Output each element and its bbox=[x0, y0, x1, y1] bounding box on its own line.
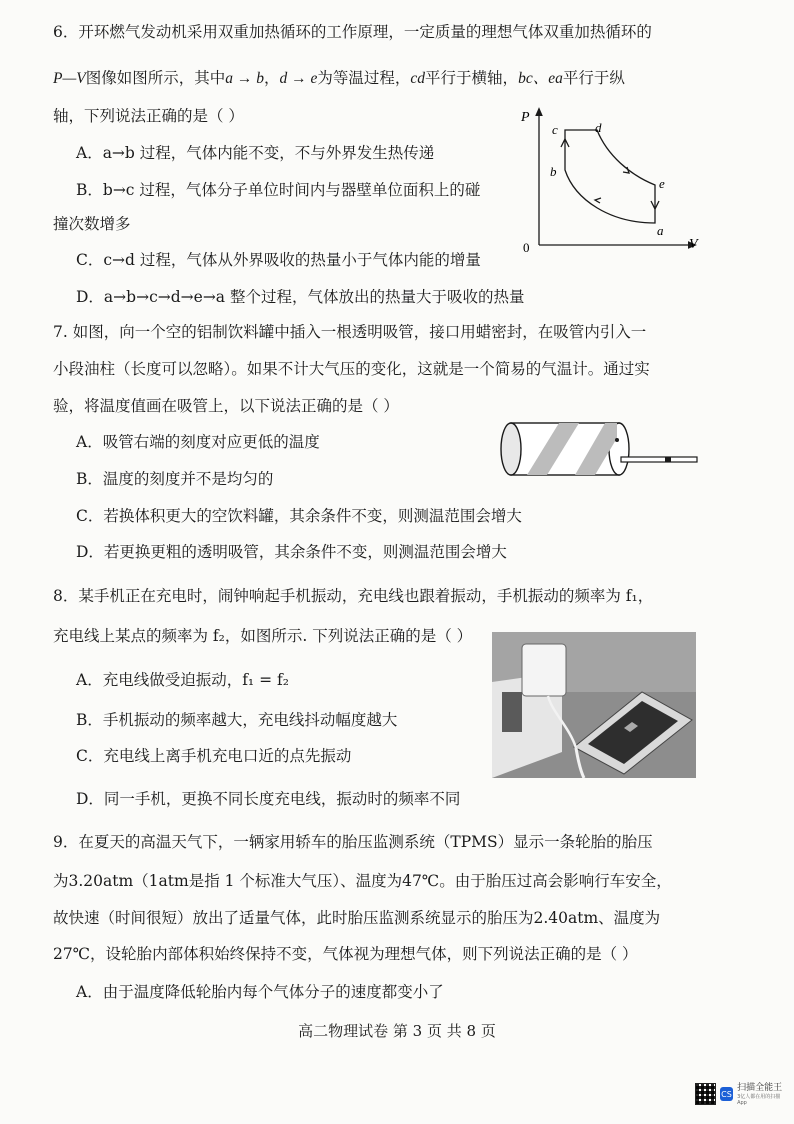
q8-option-a: A．充电线做受迫振动，f₁ = f₂ bbox=[76, 671, 289, 689]
q6-option-d: D．a→b→c→d→e→a 整个过程，气体放出的热量大于吸收的热量 bbox=[76, 288, 525, 306]
point-e-label: e bbox=[659, 176, 665, 191]
phone-charging-photo bbox=[492, 632, 696, 778]
scanner-badge bbox=[695, 1082, 787, 1106]
arrow-ab bbox=[595, 198, 601, 203]
q6-stem-line1: 6．开环燃气发动机采用双重加热循环的工作原理，一定质量的理想气体双重加热循环的 bbox=[53, 23, 652, 41]
q7-option-d: D．若更换更粗的透明吸管，其余条件不变，则测温范围会增大 bbox=[76, 543, 507, 561]
origin-label: 0 bbox=[523, 240, 530, 255]
q8-stem-line2: 充电线上某点的频率为 f₂，如图所示. 下列说法正确的是（ ） bbox=[53, 627, 473, 645]
q7-stem-line1: 7. 如图，向一个空的铝制饮料罐中插入一根透明吸管，接口用蜡密封，在吸管内引入一 bbox=[53, 323, 647, 341]
p-axis-label: P bbox=[521, 110, 530, 125]
pv-cycle-graph bbox=[515, 105, 705, 260]
point-c-label: c bbox=[552, 122, 558, 137]
q6-stem-line2: P—V图像如图所示，其中a → b，d → e为等温过程，cd平行于横轴，bc、ea平行于纵 bbox=[53, 69, 625, 87]
q7-option-b: B．温度的刻度并不是均匀的 bbox=[76, 470, 274, 488]
q8-option-d: D．同一手机，更换不同长度充电线，振动时的频率不同 bbox=[76, 790, 461, 808]
q9-stem-line3: 故快速（时间很短）放出了适量气体，此时胎压监测系统显示的胎压为2.40atm、温度为 bbox=[53, 909, 661, 927]
q9-stem-line4: 27℃，设轮胎内部体积始终保持不变，气体视为理想气体，则下列说法正确的是（ ） bbox=[53, 945, 638, 963]
oil-column bbox=[665, 457, 671, 462]
q9-stem-line2: 为3.20atm（1atm是指 1 个标准大气压）、温度为47℃。由于胎压过高会影响行车安全， bbox=[53, 872, 672, 890]
q7-stem-line3: 验，将温度值画在吸管上，以下说法正确的是（ ） bbox=[53, 397, 399, 415]
q9-stem-line1: 9．在夏天的高温天气下，一辆家用轿车的胎压监测系统（TPMS）显示一条轮胎的胎压 bbox=[53, 833, 653, 851]
scanner-slogan: 3亿人都在用的扫描App bbox=[737, 1093, 781, 1106]
point-d-label: d bbox=[595, 120, 602, 135]
q7-stem-line2: 小段油柱（长度可以忽略）。如果不计大气压的变化，这就是一个简易的气温计。通过实 bbox=[53, 360, 650, 378]
q7-option-a: A．吸管右端的刻度对应更低的温度 bbox=[76, 433, 320, 451]
q6-option-c: C．c→d 过程，气体从外界吸收的热量小于气体内能的增量 bbox=[76, 251, 481, 269]
charger-adapter bbox=[522, 644, 566, 696]
q8-stem-line1: 8．某手机正在充电时，闹钟响起手机振动，充电线也跟着振动，手机振动的频率为 f₁， bbox=[53, 587, 654, 605]
q8-option-c: C．充电线上离手机充电口近的点先振动 bbox=[76, 747, 352, 765]
q6-option-b: B．b→c 过程，气体分子单位时间内与器壁单位面积上的碰 bbox=[76, 181, 481, 199]
q7-option-c: C．若换体积更大的空饮料罐，其余条件不变，则测温范围会增大 bbox=[76, 507, 522, 525]
point-a-label: a bbox=[657, 223, 664, 238]
page-footer: 高二物理试卷 第 3 页 共 8 页 bbox=[298, 1022, 496, 1040]
can-bottom bbox=[501, 423, 521, 475]
q6-stem-line3: 轴，下列说法正确的是（ ） bbox=[53, 107, 244, 125]
v-axis-label: V bbox=[689, 237, 698, 252]
q9-option-a: A．由于温度降低轮胎内每个气体分子的速度都变小了 bbox=[76, 983, 444, 1001]
straw bbox=[621, 457, 697, 462]
scanner-name: 扫描全能王 bbox=[737, 1082, 783, 1093]
cycle-path bbox=[565, 130, 655, 223]
q6-option-a: A．a→b 过程，气体内能不变，不与外界发生热传递 bbox=[76, 144, 435, 162]
can-hole bbox=[615, 438, 619, 442]
camscanner-logo-icon: CS bbox=[720, 1087, 733, 1101]
q8-option-b: B．手机振动的频率越大，充电线抖动幅度越大 bbox=[76, 711, 398, 729]
qr-code-icon bbox=[695, 1083, 716, 1105]
can-thermometer-figure bbox=[497, 418, 702, 480]
point-b-label: b bbox=[550, 164, 557, 179]
q6-option-b-cont: 撞次数增多 bbox=[53, 215, 131, 233]
